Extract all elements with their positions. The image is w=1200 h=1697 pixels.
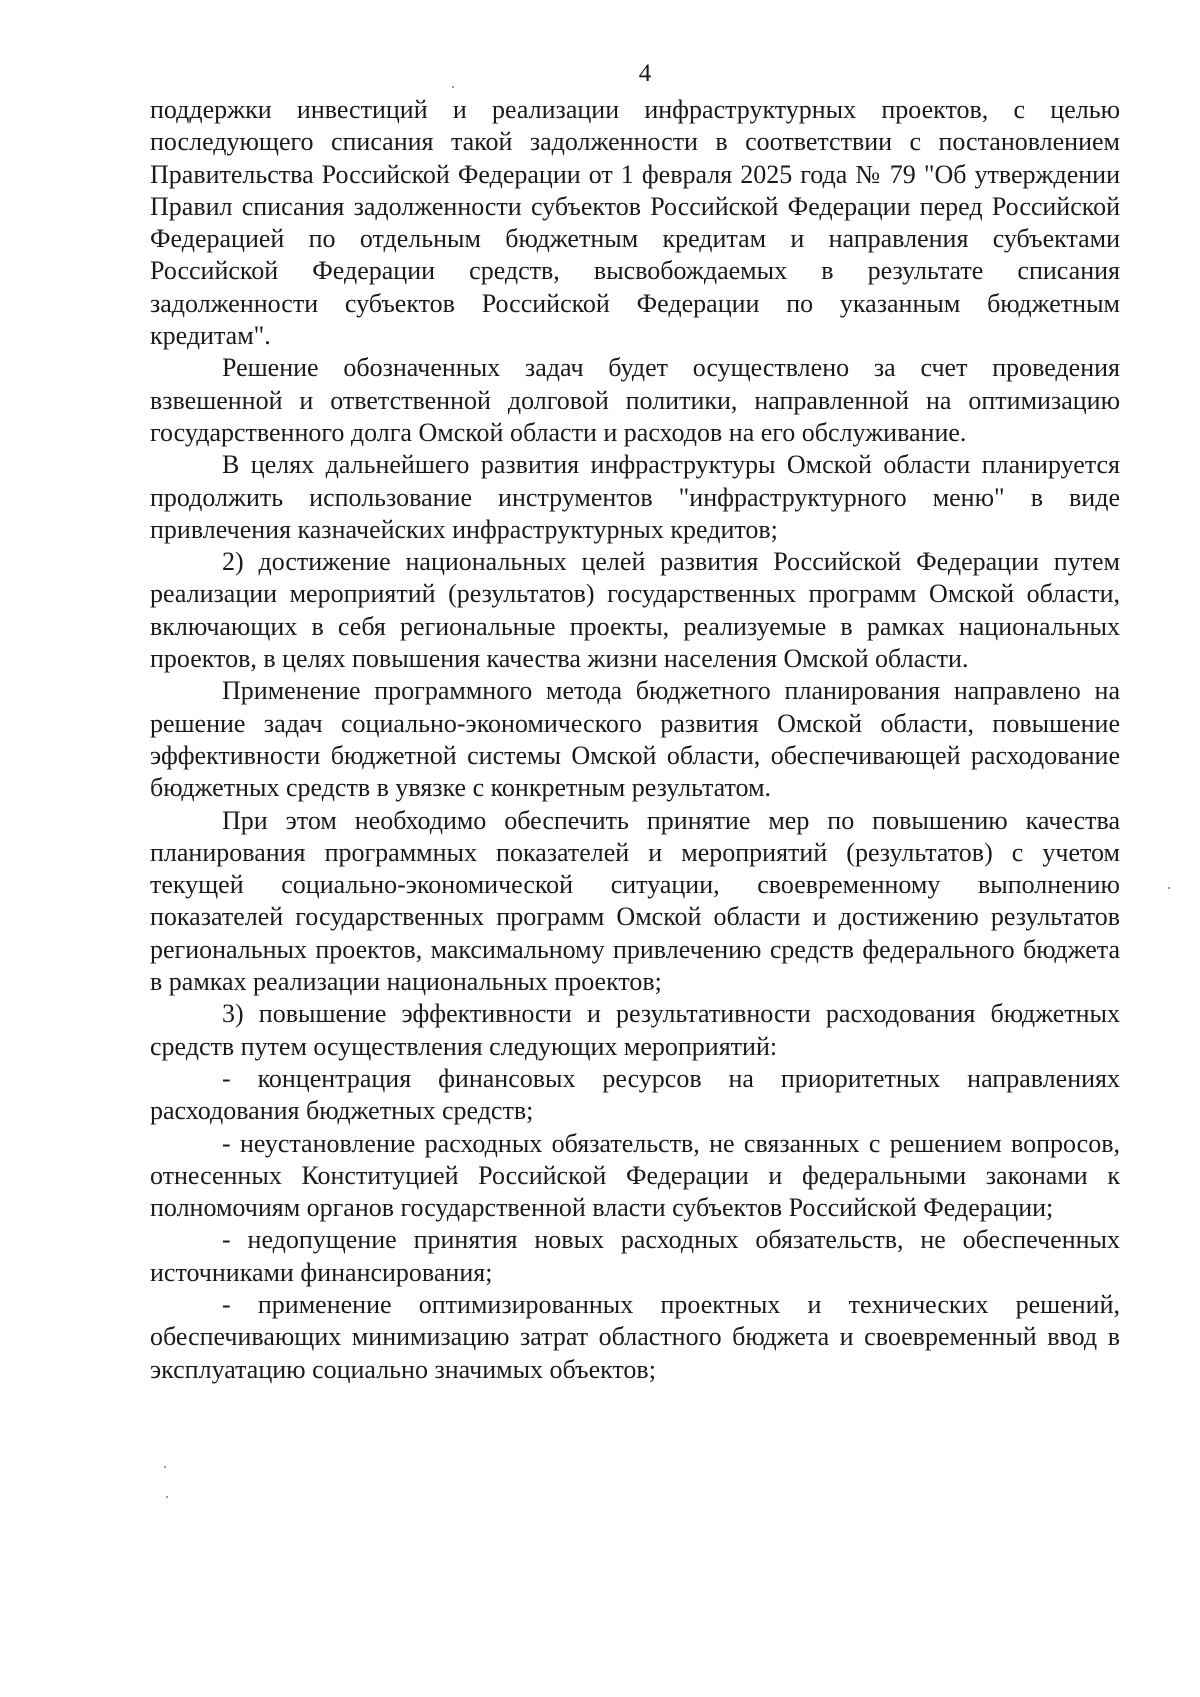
list-item-dash-optimized-solutions: - применение оптимизированных проектных и технических решений, обеспечивающих минимизацию затрат областного бюджета и своевременный ввод в эксплуатацию социально значимых объектов; [150, 1289, 1120, 1384]
scan-speck [452, 86, 454, 88]
paragraph-planning-quality: При этом необходимо обеспечить принятие мер по повышению качества планирования программных показателей и мероприятий (результатов) с учетом текущей социально-экономической ситуации, своевременному выполнению показателей государственных программ Омской области и достижению результатов региональных проектов, максимальному привлечению средств федерального бюджета в рамках реализации национальных проектов; [150, 805, 1120, 997]
paragraph-debt-write-off: поддержки инвестиций и реализации инфраструктурных проектов, с целью последующего списания такой задолженности в соответствии с постановлением Правительства Российской Федерации от 1 февраля 2025 года № 79 "Об утверждении Правил списания задолженности субъектов Российской Федерации перед Российской Федерацией по отдельным бюджетным кредитам и направления субъектами Российской Федерации средств, высвобождаемых в результате списания задолженности субъектов Российской Федерации по указанным бюджетным кредитам". [150, 95, 1120, 351]
list-item-3-spending-efficiency: 3) повышение эффективности и результативности расходования бюджетных средств путем осуществления следующих мероприятий: [150, 999, 1120, 1061]
scan-speck [1168, 887, 1170, 889]
paragraph-program-method: Применение программного метода бюджетного планирования направлено на решение задач социально-экономического развития Омской области, повышение эффективности бюджетной системы Омской области, обеспечивающей расходование бюджетных средств в увязке с конкретным результатом. [150, 676, 1120, 803]
list-item-2-national-goals: 2) достижение национальных целей развития Российской Федерации путем реализации мероприятий (результатов) государственных программ Омской области, включающих в себя региональные проекты, реализуемые в рамках национальных проектов, в целях повышения качества жизни населения Омской области. [150, 547, 1120, 674]
page-number: 4 [638, 60, 652, 87]
paragraph-infrastructure-menu: В целях дальнейшего развития инфраструктуры Омской области планируется продолжить использование инструментов "инфраструктурного меню" в виде привлечения казначейских инфраструктурных кредитов; [150, 450, 1120, 544]
paragraph-debt-policy: Решение обозначенных задач будет осуществлено за счет проведения взвешенной и ответственной долговой политики, направленной на оптимизацию государственного долга Омской области и расходов на его обслуживание. [150, 353, 1120, 447]
document-body [150, 94, 1120, 1386]
scan-speck [164, 1466, 166, 1468]
scan-speck [166, 1496, 168, 1498]
list-item-dash-no-unfunded: - недопущение принятия новых расходных обязательств, не обеспеченных источниками финансирования; [150, 1225, 1120, 1287]
list-item-dash-non-establishment: - неустановление расходных обязательств, не связанных с решением вопросов, отнесенных Конституцией Российской Федерации и федеральными законами к полномочиям органов государственной власти субъектов Российской Федерации; [150, 1128, 1120, 1223]
list-item-dash-concentration: - концентрация финансовых ресурсов на приоритетных направлениях расходования бюджетных средств; [150, 1063, 1120, 1126]
